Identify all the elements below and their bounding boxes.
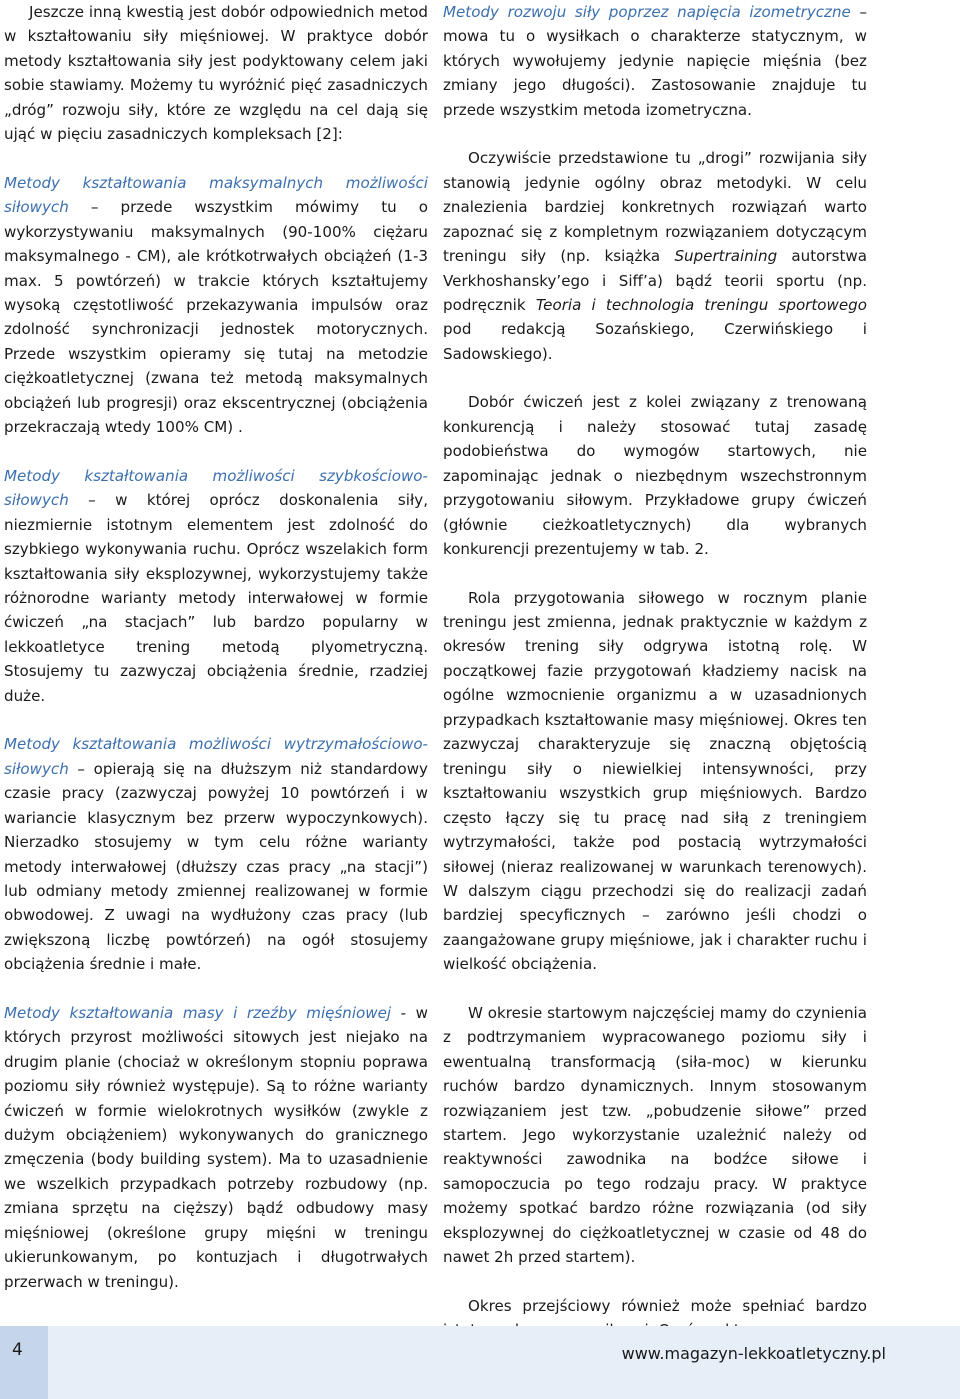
page-number-box xyxy=(0,1326,48,1399)
paragraph-text: – mowa tu o wysiłkach o charakterze statycznym, w których wywołujemy jedynie napięcie mięśnia (bez zmiany jego długości). Zastosowanie znajduje tu przede wszystkim metoda izometryczna. xyxy=(443,3,867,119)
paragraph-isometric xyxy=(443,0,867,122)
method-term: Metody kształtowania możliwości wytrzymałościowo-siłowych xyxy=(4,735,428,778)
paragraph-intro xyxy=(4,0,428,147)
paragraph-text: pod redakcją Sozańskiego, Czerwińskiego i Sadowskiego). xyxy=(443,320,867,363)
book-title: Teoria i technologia treningu sportowego xyxy=(535,295,867,314)
paragraph-text: Dobór ćwiczeń jest z kolei związany z trenowaną konkurencją i należy stosować tutaj zasadę podobieństwa do wymogów startowych, nie zapominając jednak o niezbędnym wszechstronnym przygotowaniu siłowym. Przykładowe grupy ćwiczeń (głównie cieżkoatletycznych) dla wybranych konkurencji prezentujemy w tab. 2. xyxy=(443,393,867,559)
book-title: Supertraining xyxy=(674,247,778,266)
paragraph-text: W okresie startowym najczęściej mamy do czynienia z podtrzymaniem wypracowanego poziomu siły i ewentualną transformacją (siła-moc) w kierunku ruchów bardzo dynamicznych. Innym stosowanym rozwiązaniem jest tzw. „pobudzenie siłowe” przed startem. Jego wykorzystanie uzależnić należy od reaktywności zawodnika na bodźce siłowe i samopoczucia po tego rodzaju pracy. W praktyce możemy spotkać bardzo różne rozwiązania (od siły eksplozywnej do ciężkoatletycznej w czasie od 48 do nawet 2h przed startem). xyxy=(443,1003,867,1267)
paragraph-text: Okres przejściowy również może spełniać bardzo xyxy=(468,1296,867,1315)
paragraph-annual-plan xyxy=(443,586,867,977)
method-term: Metody kształtowania masy i rzeźby mięśniowej xyxy=(4,1003,392,1022)
paragraph-exercise-selection xyxy=(443,390,867,561)
paragraph-text: Jeszcze inną kwestią jest dobór odpowiednich metod w kształtowaniu siły mięśniowej. W praktyce dobór metody kształtowania siły jest podyktowany celem jaki sobie stawiamy. Możemy tu wyróżnić pięć zasadniczych „dróg” rozwoju siły, które ze względu na cel dają się ująć w pięciu zasadniczych kompleksach [2]: xyxy=(4,3,428,144)
paragraph-text: – przede wszystkim mówimy tu o wykorzystywaniu maksymalnych (90-100% ciężaru maksymalnego - CM), ale krótkotrwałych obciążeń (1-3 max. 5 powtórzeń) w trakcie których kształtujemy wysoką częstotliwość przekazywania impulsów oraz zdolność synchronizacji jednostek motorycznych. Przede wszystkim opieramy się tutaj na metodzie ciężkoatletycznej (zwana też metodą maksymalnych obciążeń lub progresji) oraz ekscentrycznej (obciążenia przekraczają wtedy 100% CM) . xyxy=(4,198,428,437)
method-term: Metody kształtowania maksymalnych możliwości siłowych xyxy=(4,173,428,217)
method-term: Metody rozwoju siły poprzez napięcia izometryczne xyxy=(443,3,851,21)
paragraph-speed-strength xyxy=(4,464,428,709)
method-term: Metody kształtowania możliwości szybkościowo-siłowych xyxy=(4,466,428,510)
paragraph-overview xyxy=(443,146,867,366)
paragraph-text: – w której oprócz doskonalenia siły, niezmiernie istotnym elementem jest zdolność do szybkiego wykonywania ruchu. Oprócz wszelakich form kształtowania siły eksplozywnej, wykorzystujemy także różnorodne warianty metody interwałowej w formie ćwiczeń „na stacjach” lub bardzo popularny w lekkoatletyce trening metodą plyometryczną. Stosujemy tu zazwyczaj obciążenia średnie, rzadziej duże. xyxy=(4,491,428,705)
paragraph-muscle-mass xyxy=(4,1001,428,1294)
paragraph-text: - w których przyrost możliwości sitowych jest niejako na drugim planie (chociaż w określonym stopniu poprawa poziomu siły również występuje). Są to różne warianty ćwiczeń w formie wielokrotnych wysiłków (zwykle z dużym obciążeniem) wykonywanych do granicznego zmęczenia (body building system). Ma to uzasadnienie we wszelkich przypadkach potrzeby rozbudowy (np. zmiana sprzętu na cięższy) bądź odbudowy masy mięśniowej (określone grupy mięśni w treningu ukierunkowanym, po kontuzjach i długotrwałych przerwach w treningu). xyxy=(4,1003,428,1291)
paragraph-text: autorstwa Verkhoshansky’ego i Siff’a) bądź teorii sportu (np. podręcznik xyxy=(443,247,867,314)
page-number: 4 xyxy=(12,1340,23,1360)
site-url[interactable]: www.magazyn-lekkoatletyczny.pl xyxy=(621,1344,886,1363)
paragraph-max-strength xyxy=(4,171,428,440)
paragraph-competition-period xyxy=(443,1001,867,1270)
paragraph-text: Oczywiście przedstawione tu „drogi” rozwijania siły stanowią jedynie ogólny obraz metodyki. W celu znalezienia bardziej konkretnych rozwiązań warto zapoznać się z kompletnym rozwiązaniem dotyczącym treningu siły (np. książka xyxy=(443,149,867,266)
paragraph-text: Rola przygotowania siłowego w rocznym planie treningu jest zmienna, jednak praktycznie w każdym z okresów trening siły odgrywa istotną rolę. W początkowej fazie przygotowań kładziemy nacisk na ogólne wzmocnienie organizmu a w uzasadnionych przypadkach kształtowanie masy mięśniowej. Okres ten zazwyczaj charakteryzuje się znaczną objętością treningu siły o niewielkiej intensywności, przy kształtowaniu wszystkich grup mięśniowych. Bardzo często łączy się tu pracę nad siłą z treningiem wytrzymałości, także pod postacią wytrzymałości siłowej (nieraz realizowanej w warunkach terenowych). W dalszym ciągu przechodzi się do realizacji zadań bardziej specyficznych – zarówno jeśli chodzi o zaangażowane grupy mięśniowe, jak i charakter ruchu i wielkość obciążenia. xyxy=(443,588,867,974)
paragraph-text: – opierają się na dłuższym niż standardowy czasie pracy (zazwyczaj powyżej 10 powtórzeń i w wariancie klasycznym bez przerw wypoczynkowych). Nierzadko stosujemy w tym celu różne warianty metody interwałowej (dłuższy czas pracy „na stacji”) lub odmiany metody zmiennej realizowanej w formie obwodowej. Z uwagi na wydłużony czas pracy (lub zwiększoną liczbę powtórzeń) na ogół stosujemy obciążenia średnie i małe. xyxy=(4,759,428,974)
left-column xyxy=(4,0,428,1294)
paragraph-endurance-strength xyxy=(4,732,428,977)
right-column xyxy=(443,0,867,1343)
